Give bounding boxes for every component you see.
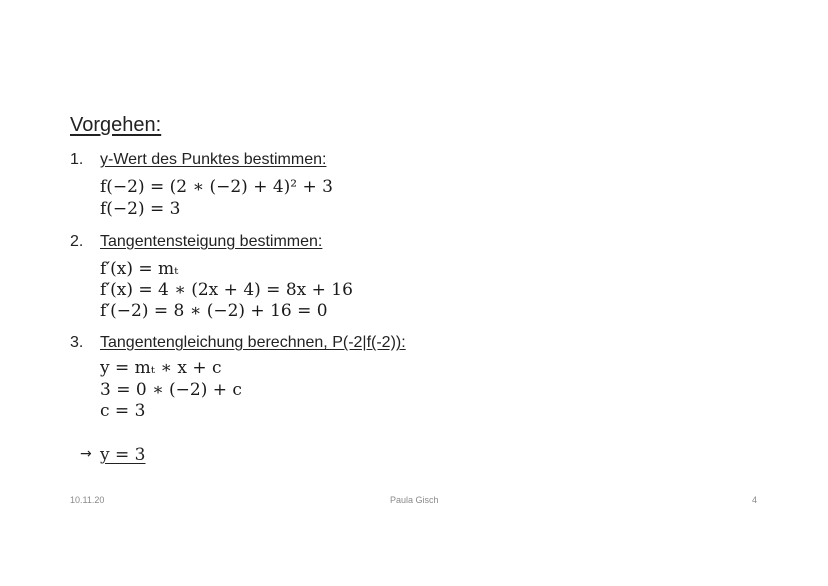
math-line: f′(x) = 4 ∗ (2x + 4) = 8x + 16 xyxy=(100,280,353,300)
footer-author: Paula Gisch xyxy=(390,495,439,505)
step-number: 3. xyxy=(70,334,84,351)
step-title: y-Wert des Punktes bestimmen: xyxy=(100,151,327,168)
step-title: Tangentengleichung berechnen, P(-2|f(-2)): xyxy=(100,334,406,351)
math-line: f(−2) = 3 xyxy=(100,199,181,219)
math-line: f(−2) = (2 ∗ (−2) + 4)² + 3 xyxy=(100,177,333,197)
footer-page-number: 4 xyxy=(752,495,758,505)
slide-heading: Vorgehen: xyxy=(70,114,162,136)
step-number: 2. xyxy=(70,233,84,250)
math-line: y = mₜ ∗ x + c xyxy=(100,358,222,378)
step-number: 1. xyxy=(70,151,84,168)
step-title: Tangentensteigung bestimmen: xyxy=(100,233,323,250)
math-line: f′(−2) = 8 ∗ (−2) + 16 = 0 xyxy=(100,301,328,321)
math-line: c = 3 xyxy=(100,401,146,421)
arrow-right-icon: → xyxy=(80,446,92,462)
footer-date: 10.11.20 xyxy=(70,495,105,505)
result-equation: y = 3 xyxy=(100,445,146,465)
math-line: 3 = 0 ∗ (−2) + c xyxy=(100,380,242,400)
math-line: f′(x) = mₜ xyxy=(100,259,179,279)
